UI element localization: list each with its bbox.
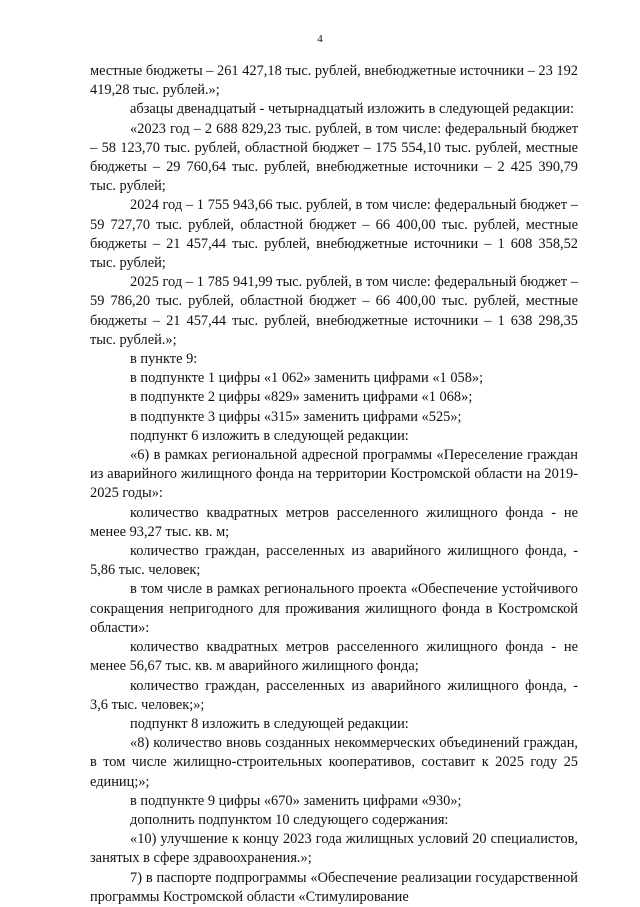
paragraph: подпункт 6 изложить в следующей редакции: <box>130 427 409 444</box>
paragraph: абзацы двенадцатый - четырнадцатый изложить в следующей редакции: <box>130 101 574 118</box>
document-body <box>90 62 578 907</box>
paragraph: количество квадратных метров расселенного жилищного фонда - не менее 56,67 тыс. кв. м аварийного жилищного фонда; <box>90 639 578 675</box>
paragraph: в подпункте 1 цифры «1 062» заменить цифрами «1 058»; <box>130 370 484 387</box>
paragraph: 7) в паспорте подпрограммы «Обеспечение реализации государственной программы Костромской области «Стимулирование <box>90 869 578 905</box>
paragraph: местные бюджеты – 261 427,18 тыс. рублей, внебюджетные источники – 23 192 419,28 тыс. рублей.»; <box>90 63 579 99</box>
paragraph: 2025 год – 1 785 941,99 тыс. рублей, в том числе: федеральный бюджет – 59 786,20 тыс. рублей, областной бюджет – 66 400,00 тыс. рублей, местные бюджеты – 21 457,44 тыс. рублей, внебюджетные источники – 1 638 298,35 тыс. рублей.»; <box>90 274 578 348</box>
paragraph: «10) улучшение к концу 2023 года жилищных условий 20 специалистов, занятых в сфере здравоохранения.»; <box>90 831 578 867</box>
paragraph: количество квадратных метров расселенного жилищного фонда - не менее 93,27 тыс. кв. м; <box>90 504 578 540</box>
paragraph: в подпункте 2 цифры «829» заменить цифрами «1 068»; <box>130 389 473 406</box>
paragraph: количество граждан, расселенных из аварийного жилищного фонда, - 5,86 тыс. человек; <box>90 543 578 579</box>
paragraph: в пункте 9: <box>130 351 198 368</box>
paragraph: дополнить подпунктом 10 следующего содержания: <box>130 811 449 828</box>
paragraph: 2024 год – 1 755 943,66 тыс. рублей, в том числе: федеральный бюджет – 59 727,70 тыс. рублей, областной бюджет – 66 400,00 тыс. рублей, местные бюджеты – 21 457,44 тыс. рублей, внебюджетные источники – 1 608 358,52 тыс. рублей; <box>90 197 578 272</box>
paragraph: в подпункте 3 цифры «315» заменить цифрами «525»; <box>130 408 462 425</box>
paragraph: в подпункте 9 цифры «670» заменить цифрами «930»; <box>130 792 462 809</box>
paragraph: в том числе в рамках регионального проекта «Обеспечение устойчивого сокращения непригодного для проживания жилищного фонда в Костромской области»: <box>90 581 578 636</box>
paragraph: «8) количество вновь созданных некоммерческих объединений граждан, в том числе жилищно-строительных кооперативов, составит к 2025 году 25 единиц;»; <box>90 735 578 790</box>
paragraph: «6) в рамках региональной адресной программы «Переселение граждан из аварийного жилищного фонда на территории Костромской области на 2019-2025 годы»: <box>90 447 578 502</box>
paragraph: «2023 год – 2 688 829,23 тыс. рублей, в том числе: федеральный бюджет – 58 123,70 тыс. рублей, областной бюджет – 175 554,10 тыс. рублей, местные бюджеты – 29 760,64 тыс. рублей, внебюджетные источники – 2 425 390,79 тыс. рублей; <box>90 120 578 195</box>
paragraph: подпункт 8 изложить в следующей редакции: <box>130 715 409 732</box>
paragraph: количество граждан, расселенных из аварийного жилищного фонда, - 3,6 тыс. человек;»; <box>90 677 578 713</box>
page-number: 4 <box>317 33 323 45</box>
